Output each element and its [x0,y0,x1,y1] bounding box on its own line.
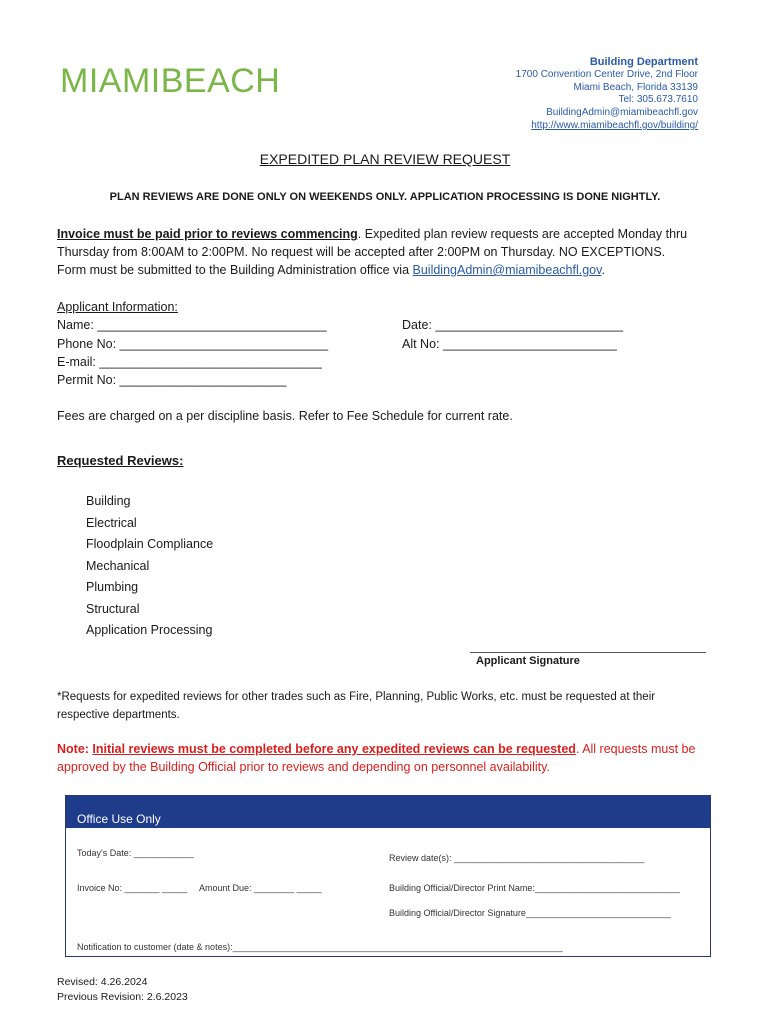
intro-bold: Invoice must be paid prior to reviews commencing [57,227,358,241]
intro-paragraph [57,225,697,279]
permit-field[interactable]: Permit No: ________________________ [57,373,287,387]
review-item-structural[interactable]: Structural [86,601,140,616]
revision-footer [57,975,188,1004]
signature-line[interactable] [470,652,706,653]
dept-address1: 1700 Convention Center Drive, 2nd Floor [515,68,698,80]
dept-email[interactable]: BuildingAdmin@miamibeachfl.gov [546,107,698,119]
signature-label: Applicant Signature [476,655,580,667]
amount-due-field[interactable]: Amount Due: ________ _____ [199,883,322,893]
building-admin-email-link[interactable]: BuildingAdmin@miamibeachfl.gov [412,263,602,277]
approval-note [57,740,707,776]
logo-miami: MIAMI [60,62,161,100]
office-use-box [65,795,711,957]
review-dates-field[interactable]: Review date(s): ______________________________________ [389,853,645,863]
date-field[interactable]: Date: ___________________________ [402,318,624,332]
phone-field[interactable]: Phone No: ______________________________ [57,337,329,351]
fees-note: Fees are charged on a per discipline basis. Refer to Fee Schedule for current rate. [57,409,513,423]
revised-date: Revised: 4.26.2024 [57,976,148,988]
director-name-field[interactable]: Building Official/Director Print Name:_____________________________ [389,883,681,893]
review-item-floodplain[interactable]: Floodplain Compliance [86,537,214,551]
notification-field[interactable]: Notification to customer (date & notes):__________________________________________________________________ [77,942,563,952]
review-item-building[interactable]: Building [86,494,131,508]
todays-date-field[interactable]: Today's Date: ____________ [77,848,194,858]
applicant-heading: Applicant Information: [57,300,178,314]
invoice-no-field[interactable]: Invoice No: _______ _____ [77,883,188,893]
dept-tel: Tel: 305.673.7610 [618,94,698,106]
review-item-electrical[interactable]: Electrical [86,515,137,530]
previous-revision-date: Previous Revision: 2.6.2023 [57,990,188,1003]
requested-reviews-list [86,491,213,642]
director-signature-field[interactable]: Building Official/Director Signature_____________________________ [389,908,672,918]
intro-end: . [601,263,605,277]
office-use-heading: Office Use Only [66,796,710,828]
review-item-mechanical[interactable]: Mechanical [86,558,150,573]
dept-title: Building Department [589,56,698,68]
review-item-application-processing[interactable]: Application Processing [86,623,213,637]
dept-url-link[interactable]: http://www.miamibeachfl.gov/building/ [531,119,698,131]
logo-beach: BEACH [160,62,281,100]
intro-text: . Expedited plan review requests are accepted Monday thru Thursday from 8:00AM to 2:00PM. No request will be accepted after 2:00PM on Thursday. NO EXCEPTIONS. Form must be submitted to the Building Administration office via [57,227,688,277]
alt-phone-field[interactable]: Alt No: _________________________ [402,337,617,351]
page-title: EXPEDITED PLAN REVIEW REQUEST [259,151,511,167]
miami-beach-logo [60,62,280,101]
note-label: Note: [57,742,93,756]
review-item-plumbing[interactable]: Plumbing [86,580,139,594]
note-underlined: Initial reviews must be completed before any expedited reviews can be requested [92,742,576,756]
note-rest: . All requests must be approved by the Building Official prior to reviews and depending on personnel availability. [57,742,696,774]
other-trades-note: *Requests for expedited reviews for other trades such as Fire, Planning, Public Works, etc. must be requested at their respective departments. [57,691,656,721]
dept-address2: Miami Beach, Florida 33139 [573,81,698,93]
department-contact [516,56,698,133]
email-field[interactable]: E-mail: ________________________________ [57,355,322,369]
name-field[interactable]: Name: _________________________________ [57,318,327,332]
subtitle: PLAN REVIEWS ARE DONE ONLY ON WEEKENDS ONLY. APPLICATION PROCESSING IS DONE NIGHTLY. [109,191,661,203]
requested-reviews-heading: Requested Reviews: [57,453,184,468]
